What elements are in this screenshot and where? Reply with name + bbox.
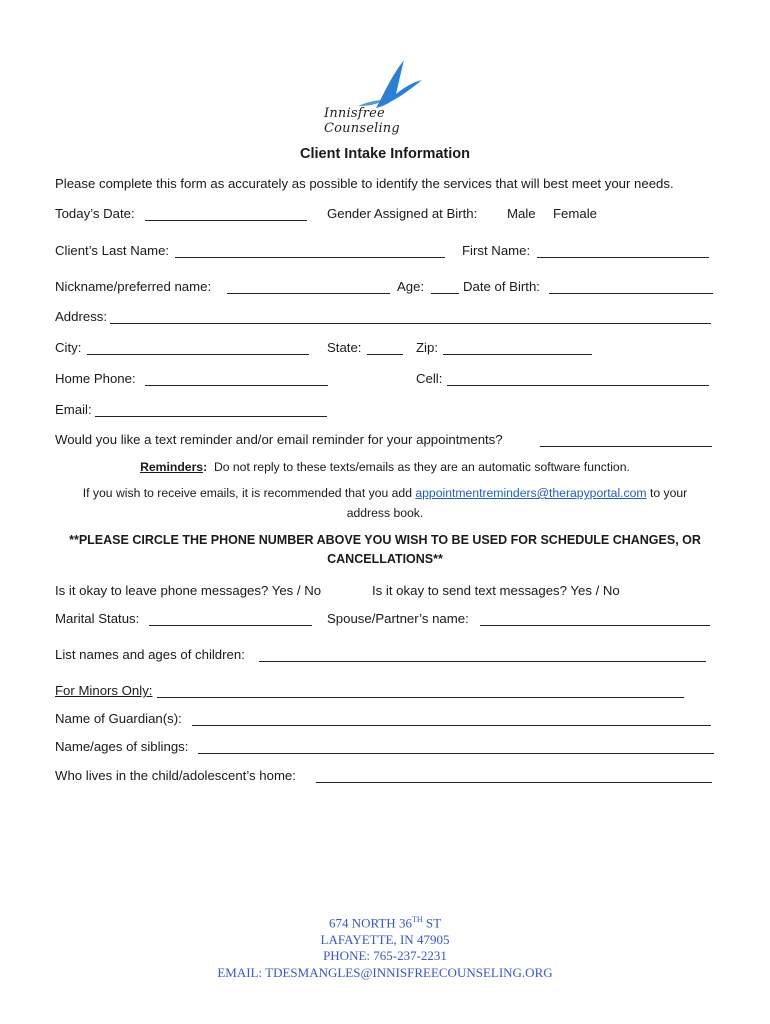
circle-phone-notice-line1: **PLEASE CIRCLE THE PHONE NUMBER ABOVE YOU WISH TO BE USED FOR SCHEDULE CHANGES, OR xyxy=(69,533,701,547)
email-recommend-post: to your xyxy=(649,486,688,500)
footer-street xyxy=(0,912,770,932)
city-label: City: xyxy=(55,340,82,355)
reminders-text: Do not reply to these texts/emails as they are an automatic software function. xyxy=(213,460,630,474)
logo xyxy=(318,56,448,136)
household-label: Who lives in the child/adolescent’s home: xyxy=(55,768,296,783)
dob-label: Date of Birth: xyxy=(463,279,540,294)
address-label: Address: xyxy=(55,309,108,324)
siblings-label: Name/ages of siblings: xyxy=(55,739,189,754)
email-recommend-pre: If you wish to receive emails, it is recommended that you add xyxy=(82,486,412,500)
page-title: Client Intake Information xyxy=(300,146,470,162)
zip-field[interactable] xyxy=(443,354,592,355)
reminder-question: Would you like a text reminder and/or email reminder for your appointments? xyxy=(55,432,503,447)
reminders-colon: : xyxy=(203,460,208,474)
email-label: Email: xyxy=(55,402,92,417)
marital-status-label: Marital Status: xyxy=(55,611,140,626)
bird-logo-icon xyxy=(318,56,448,112)
footer-city: LAFAYETTE, IN 47905 xyxy=(320,931,450,947)
zip-label: Zip: xyxy=(416,340,438,355)
cell-field[interactable] xyxy=(447,385,709,386)
first-name-field[interactable] xyxy=(537,257,709,258)
guardian-label: Name of Guardian(s): xyxy=(55,711,182,726)
spouse-label: Spouse/Partner’s name: xyxy=(327,611,469,626)
intro-text: Please complete this form as accurately as possible to identify the services that will best meet your needs. xyxy=(55,176,674,191)
nickname-field[interactable] xyxy=(227,293,390,294)
siblings-field[interactable] xyxy=(198,753,714,754)
therapyportal-email-link[interactable]: appointmentreminders@therapyportal.com xyxy=(415,486,647,500)
email-recommend-line2: address book. xyxy=(346,506,424,520)
age-label: Age: xyxy=(397,279,425,294)
household-field[interactable] xyxy=(316,782,712,783)
children-label: List names and ages of children: xyxy=(55,647,245,662)
logo-text: Innisfree Counseling xyxy=(324,106,400,136)
dob-field[interactable] xyxy=(549,293,713,294)
last-name-field[interactable] xyxy=(175,257,445,258)
children-field[interactable] xyxy=(259,661,706,662)
reminders-label: Reminders xyxy=(140,460,204,474)
gender-female-option[interactable]: Female xyxy=(553,206,597,221)
footer-address xyxy=(0,912,770,981)
gender-male-option[interactable]: Male xyxy=(507,206,536,221)
minors-heading: For Minors Only: xyxy=(55,683,153,698)
marital-status-field[interactable] xyxy=(149,625,312,626)
state-field[interactable] xyxy=(367,354,403,355)
email-recommend-line xyxy=(0,486,770,500)
footer-phone: PHONE: 765-237-2231 xyxy=(323,948,447,964)
first-name-label: First Name: xyxy=(462,243,531,258)
last-name-label: Client’s Last Name: xyxy=(55,243,170,258)
footer-street-rest: ST xyxy=(422,915,442,931)
reminders-note xyxy=(0,460,770,474)
guardian-field[interactable] xyxy=(192,725,711,726)
age-field[interactable] xyxy=(431,293,459,294)
home-phone-field[interactable] xyxy=(145,385,328,386)
text-messages-question: Is it okay to send text messages? Yes / No xyxy=(372,583,620,598)
email-field[interactable] xyxy=(95,416,327,417)
gender-label: Gender Assigned at Birth: xyxy=(327,206,478,221)
minors-line xyxy=(157,697,684,698)
footer-email: EMAIL: TDESMANGLES@INNISFREECOUNSELING.ORG xyxy=(217,964,553,980)
address-field[interactable] xyxy=(110,323,711,324)
todays-date-label: Today’s Date: xyxy=(55,206,135,221)
reminder-field[interactable] xyxy=(540,446,712,447)
phone-messages-question: Is it okay to leave phone messages? Yes / No xyxy=(55,583,322,598)
footer-street-num: 674 NORTH 36 xyxy=(328,915,412,931)
todays-date-field[interactable] xyxy=(145,220,307,221)
circle-phone-notice-line2: CANCELLATIONS** xyxy=(327,552,443,566)
spouse-field[interactable] xyxy=(480,625,710,626)
footer-street-sup: TH xyxy=(411,915,423,924)
city-field[interactable] xyxy=(87,354,309,355)
home-phone-label: Home Phone: xyxy=(55,371,136,386)
nickname-label: Nickname/preferred name: xyxy=(55,279,212,294)
state-label: State: xyxy=(327,340,362,355)
cell-label: Cell: xyxy=(416,371,443,386)
